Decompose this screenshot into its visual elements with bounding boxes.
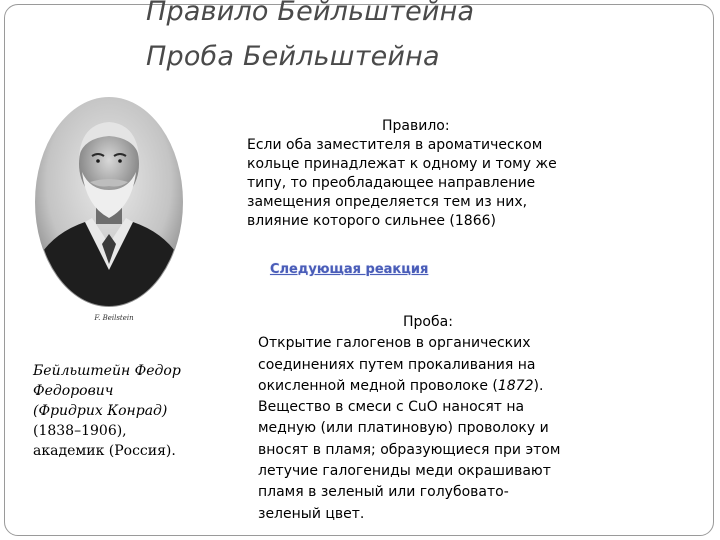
slide-title-line-2: Проба Бейльштейна [146, 41, 440, 72]
next-reaction-link[interactable]: Следующая реакция [270, 262, 429, 277]
caption-name-line-1: Бейльштейн Федор [33, 363, 181, 379]
probe-line-text: ). [533, 377, 544, 394]
probe-year: 1872 [497, 377, 534, 394]
caption-years: (1838–1906), [33, 423, 127, 439]
probe-line [258, 376, 618, 397]
caption-title: академик (Россия). [33, 443, 176, 459]
rule-heading: Правило: [382, 118, 450, 134]
probe-line: медную (или платиновую) проволоку и [258, 420, 549, 437]
caption-name-line-3: (Фридрих Конрад) [33, 403, 168, 419]
probe-line: летучие галогениды меди окрашивают [258, 463, 551, 480]
rule-line: замещения определяется тем из них, [247, 194, 528, 210]
portrait-caption [33, 361, 208, 461]
rule-line: кольце принадлежат к одному и тому же [247, 156, 557, 172]
probe-line: зеленый цвет. [258, 505, 365, 522]
probe-line: Открытие галогенов в органических [258, 335, 531, 352]
probe-line: пламя в зеленый или голубовато- [258, 484, 509, 501]
rule-text-block [247, 117, 627, 231]
beilstein-portrait [30, 94, 188, 328]
probe-line-text: окисленной медной проволоке ( [258, 377, 498, 394]
probe-line: Вещество в смеси с CuO наносят на [258, 399, 525, 416]
probe-line: соединениях путем прокаливания на [258, 356, 536, 373]
rule-line: типу, то преобладающее направление [247, 175, 536, 191]
slide-title-line-1: Правило Бейльштейна [146, 0, 475, 27]
caption-name-line-2: Федорович [33, 383, 114, 399]
rule-line: влияние которого сильнее (1866) [247, 213, 496, 229]
portrait-signature: F. Beilstein [94, 314, 134, 322]
rule-line: Если оба заместителя в ароматическом [247, 137, 543, 153]
probe-line: вносят в пламя; образующиеся при этом [258, 441, 561, 458]
probe-heading: Проба: [403, 314, 453, 330]
probe-text-block [258, 312, 618, 525]
